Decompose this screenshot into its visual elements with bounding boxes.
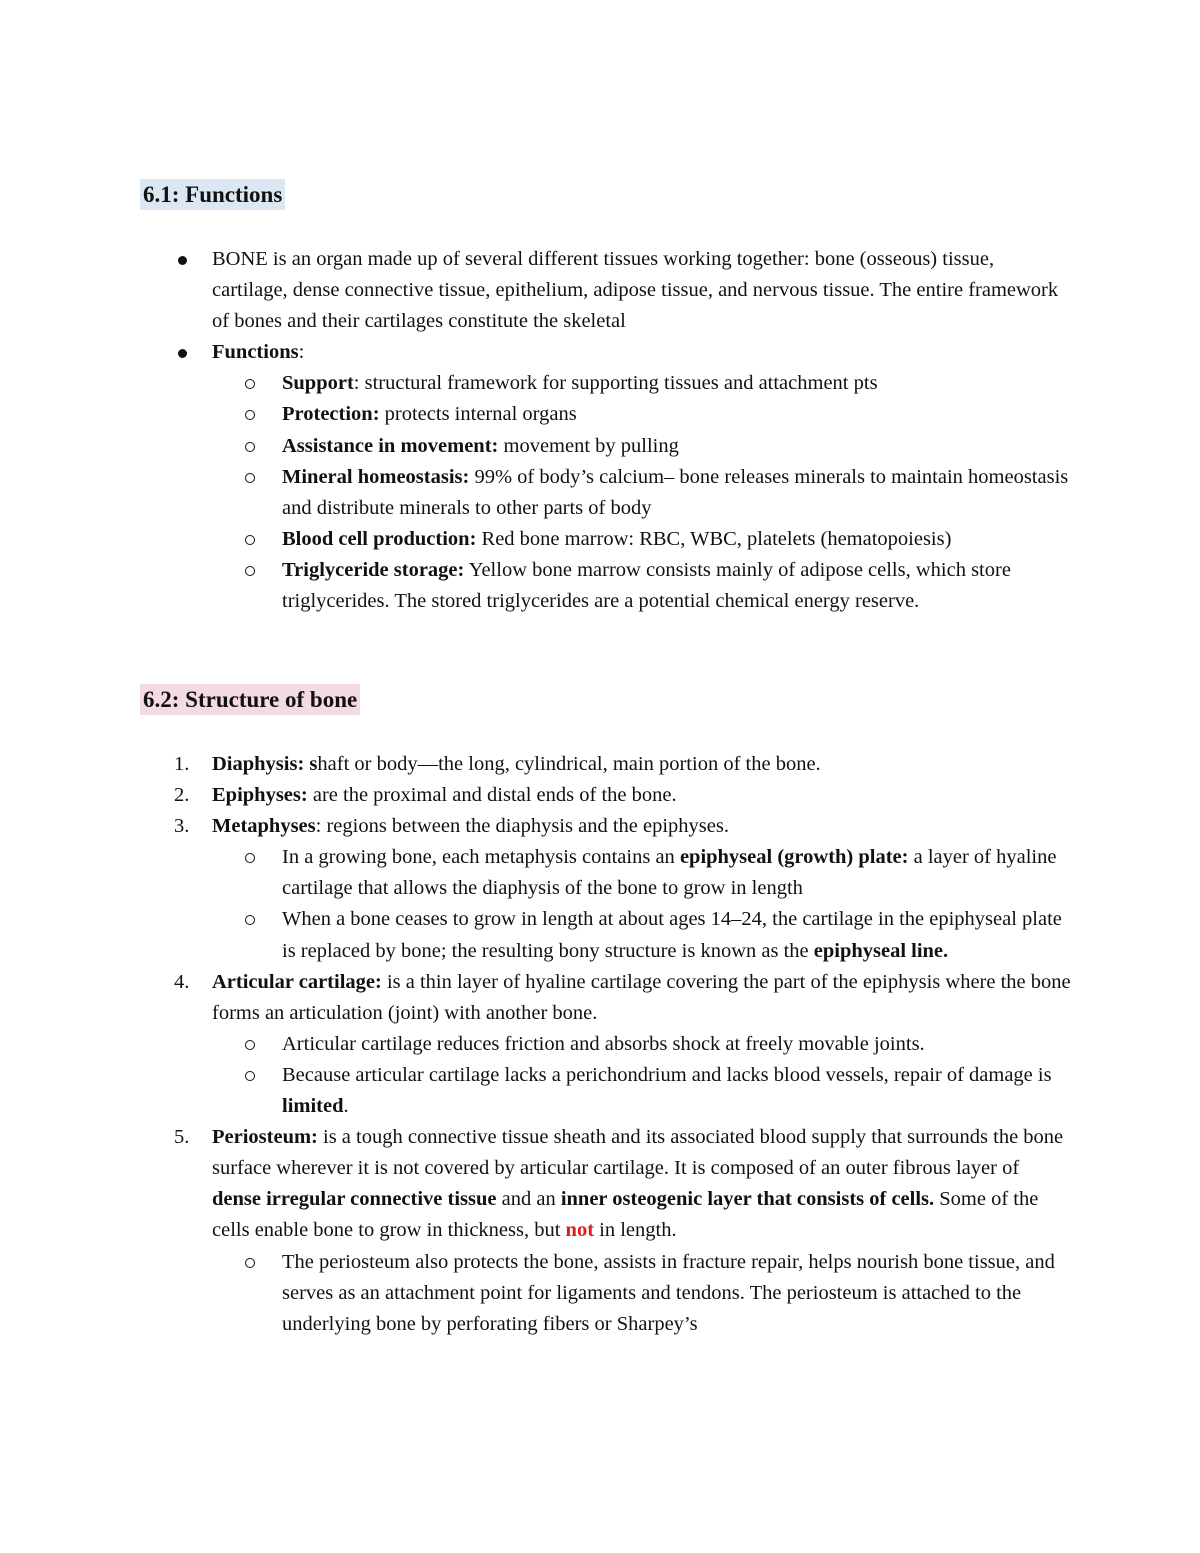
functions-list <box>212 244 1072 617</box>
text: When a bone ceases to grow in length at about ages 14–24, the cartilage in the epiphyseal plate is replaced by bone; the resulting bony structure is known as the <box>282 908 1062 962</box>
list-item <box>174 967 1072 1122</box>
section-heading-functions: 6.1: Functions <box>140 179 285 210</box>
item-number: 2. <box>174 784 190 807</box>
text: . <box>343 1095 349 1118</box>
list-item <box>212 244 1072 337</box>
term: Triglyceride storage: <box>282 558 465 581</box>
list-item <box>212 337 1072 617</box>
desc: are the proximal and distal ends of the bone. <box>307 784 677 807</box>
desc: 99% of body’s calcium– bone releases minerals to maintain homeostasis and distribute minerals to other parts of body <box>282 465 1069 519</box>
list-item <box>282 399 1072 430</box>
text: Some of the cells enable bone to grow in thickness, but <box>212 1188 1039 1242</box>
list-item <box>282 555 1072 617</box>
text: and an <box>496 1188 561 1211</box>
desc: haft or body—the long, cylindrical, main portion of the bone. <box>317 753 821 775</box>
term: epiphyseal (growth) plate: <box>679 846 909 869</box>
list-item <box>174 780 1072 811</box>
text: a layer of hyaline cartilage that allows the diaphysis of the bone to grow in length <box>282 846 1057 900</box>
list-item <box>282 431 1072 462</box>
text: The periosteum also protects the bone, assists in fracture repair, helps nourish bone tissue, and serves as an attachment point for ligaments and tendons. The periosteum is attached to the underlying bone by perforating fibers or Sharpey’s <box>282 1250 1055 1335</box>
term: Diaphysis: s <box>212 753 318 775</box>
list-item <box>174 749 1072 780</box>
desc: Yellow bone marrow consists mainly of adipose cells, which store triglycerides. The stored triglycerides are a potential chemical energy reserve. <box>282 558 1011 613</box>
list-item <box>282 842 1072 904</box>
item-number: 5. <box>174 1126 190 1149</box>
desc: is a tough connective tissue sheath and its associated blood supply that surrounds the bone surface wherever it is not covered by articular cartilage. It is composed of an outer fibrous layer of <box>212 1126 1064 1180</box>
periosteum-sublist <box>212 1247 1072 1340</box>
term: inner osteogenic layer that consists of cells. <box>560 1188 935 1211</box>
list-item <box>282 1029 1072 1060</box>
item-number: 3. <box>174 815 190 838</box>
list-item <box>282 1060 1072 1122</box>
list-item <box>282 904 1072 966</box>
list-item <box>282 462 1072 524</box>
articular-sublist <box>212 1029 1072 1122</box>
list-item <box>174 1122 1072 1340</box>
term: dense irregular connective tissue <box>212 1188 497 1211</box>
desc: Red bone marrow: RBC, WBC, platelets (hematopoiesis) <box>476 527 952 550</box>
list-item <box>282 368 1072 399</box>
text: in length. <box>594 1219 677 1242</box>
desc: : structural framework for supporting tissues and attachment pts <box>353 372 878 395</box>
functions-sublist <box>212 368 1072 617</box>
text: In a growing bone, each metaphysis contains an <box>282 846 680 869</box>
item-number: 4. <box>174 970 190 993</box>
term: Assistance in movement: <box>282 434 499 457</box>
structure-list <box>174 749 1072 1340</box>
term: Articular cartilage: <box>212 970 382 993</box>
term: Metaphyses <box>212 815 316 838</box>
colon-text: : <box>298 341 305 364</box>
metaphyses-sublist <box>212 842 1072 966</box>
term: Protection: <box>282 403 380 426</box>
list-item <box>282 1247 1072 1340</box>
desc: movement by pulling <box>498 434 679 457</box>
item-number: 1. <box>174 753 190 775</box>
bone-intro-text: BONE is an organ made up of several different tissues working together: bone (osseous) tissue, cartilage, dense connective tissue, epithelium, adipose tissue, and nervous tissue. The entire framework of bones and their cartilages constitute the skeletal <box>212 248 1059 333</box>
term: epiphyseal line. <box>813 939 949 962</box>
term: Epiphyses: <box>212 784 308 807</box>
desc: is a thin layer of hyaline cartilage covering the part of the epiphysis where the bone forms an articulation (joint) with another bone. <box>212 970 1071 1024</box>
desc: protects internal organs <box>379 403 577 426</box>
list-item <box>174 811 1072 966</box>
text: Because articular cartilage lacks a perichondrium and lacks blood vessels, repair of damage is <box>282 1063 1052 1086</box>
term: Mineral homeostasis: <box>282 465 470 488</box>
section-heading-structure: 6.2: Structure of bone <box>140 684 360 715</box>
desc: : regions between the diaphysis and the epiphyses. <box>315 815 729 838</box>
term: Support <box>282 372 354 395</box>
term: limited <box>282 1095 344 1118</box>
term: Periosteum: <box>212 1126 318 1149</box>
term: Blood cell production: <box>282 527 477 550</box>
emphasis-not: not <box>565 1219 595 1242</box>
functions-label: Functions <box>212 341 299 364</box>
text: Articular cartilage reduces friction and absorbs shock at freely movable joints. <box>282 1032 925 1055</box>
list-item <box>282 524 1072 555</box>
